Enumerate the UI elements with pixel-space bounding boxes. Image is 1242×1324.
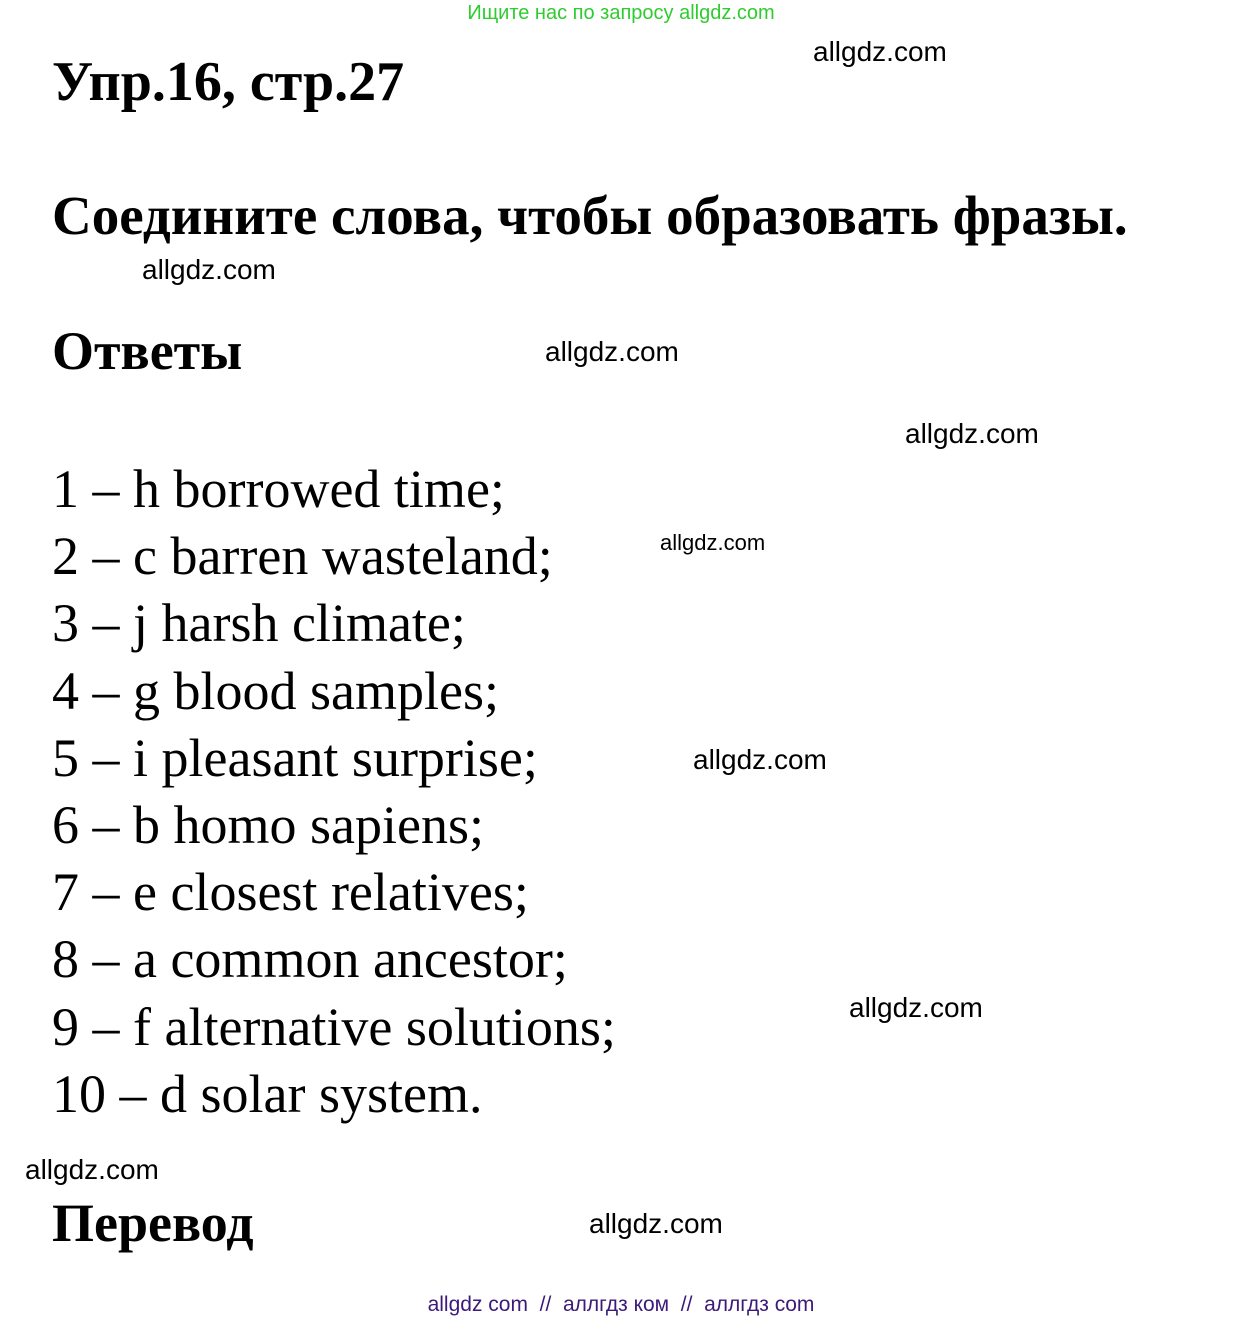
watermark: allgdz.com <box>660 530 766 555</box>
list-item: 9 – f alternative solutions; <box>52 996 616 1057</box>
list-item: 6 – b homo sapiens; <box>52 795 484 856</box>
watermark: allgdz.com <box>589 1208 723 1239</box>
watermark: allgdz.com <box>25 1154 159 1185</box>
list-item: 5 – i pleasant surprise; <box>52 727 538 788</box>
answers-list <box>52 456 616 1128</box>
list-item: 4 – g blood samples; <box>52 660 499 721</box>
list-item: 3 – j harsh climate; <box>52 593 466 654</box>
watermark: allgdz.com <box>545 336 679 367</box>
list-item: 7 – e closest relatives; <box>52 862 529 923</box>
list-item: 8 – a common ancestor; <box>52 929 568 990</box>
watermark: allgdz.com <box>905 418 1039 449</box>
list-item: 10 – d solar system. <box>52 1063 483 1124</box>
search-banner: Ищите нас по запросу allgdz.com <box>467 2 775 24</box>
translation-heading: Перевод <box>52 1193 254 1253</box>
watermark: allgdz.com <box>849 992 983 1023</box>
watermark: allgdz.com <box>693 744 827 775</box>
watermark: allgdz.com <box>142 254 276 285</box>
footer-banner: allgdz com // аллгдз ком // аллгдз com <box>427 1293 815 1316</box>
answers-heading: Ответы <box>52 321 243 381</box>
page-title: Упр.16, стр.27 <box>52 51 405 113</box>
list-item: 2 – c barren wasteland; <box>52 526 553 587</box>
task-text: Соедините слова, чтобы образовать фразы. <box>52 185 1128 246</box>
list-item: 1 – h borrowed time; <box>52 459 505 519</box>
watermark: allgdz.com <box>813 36 947 67</box>
